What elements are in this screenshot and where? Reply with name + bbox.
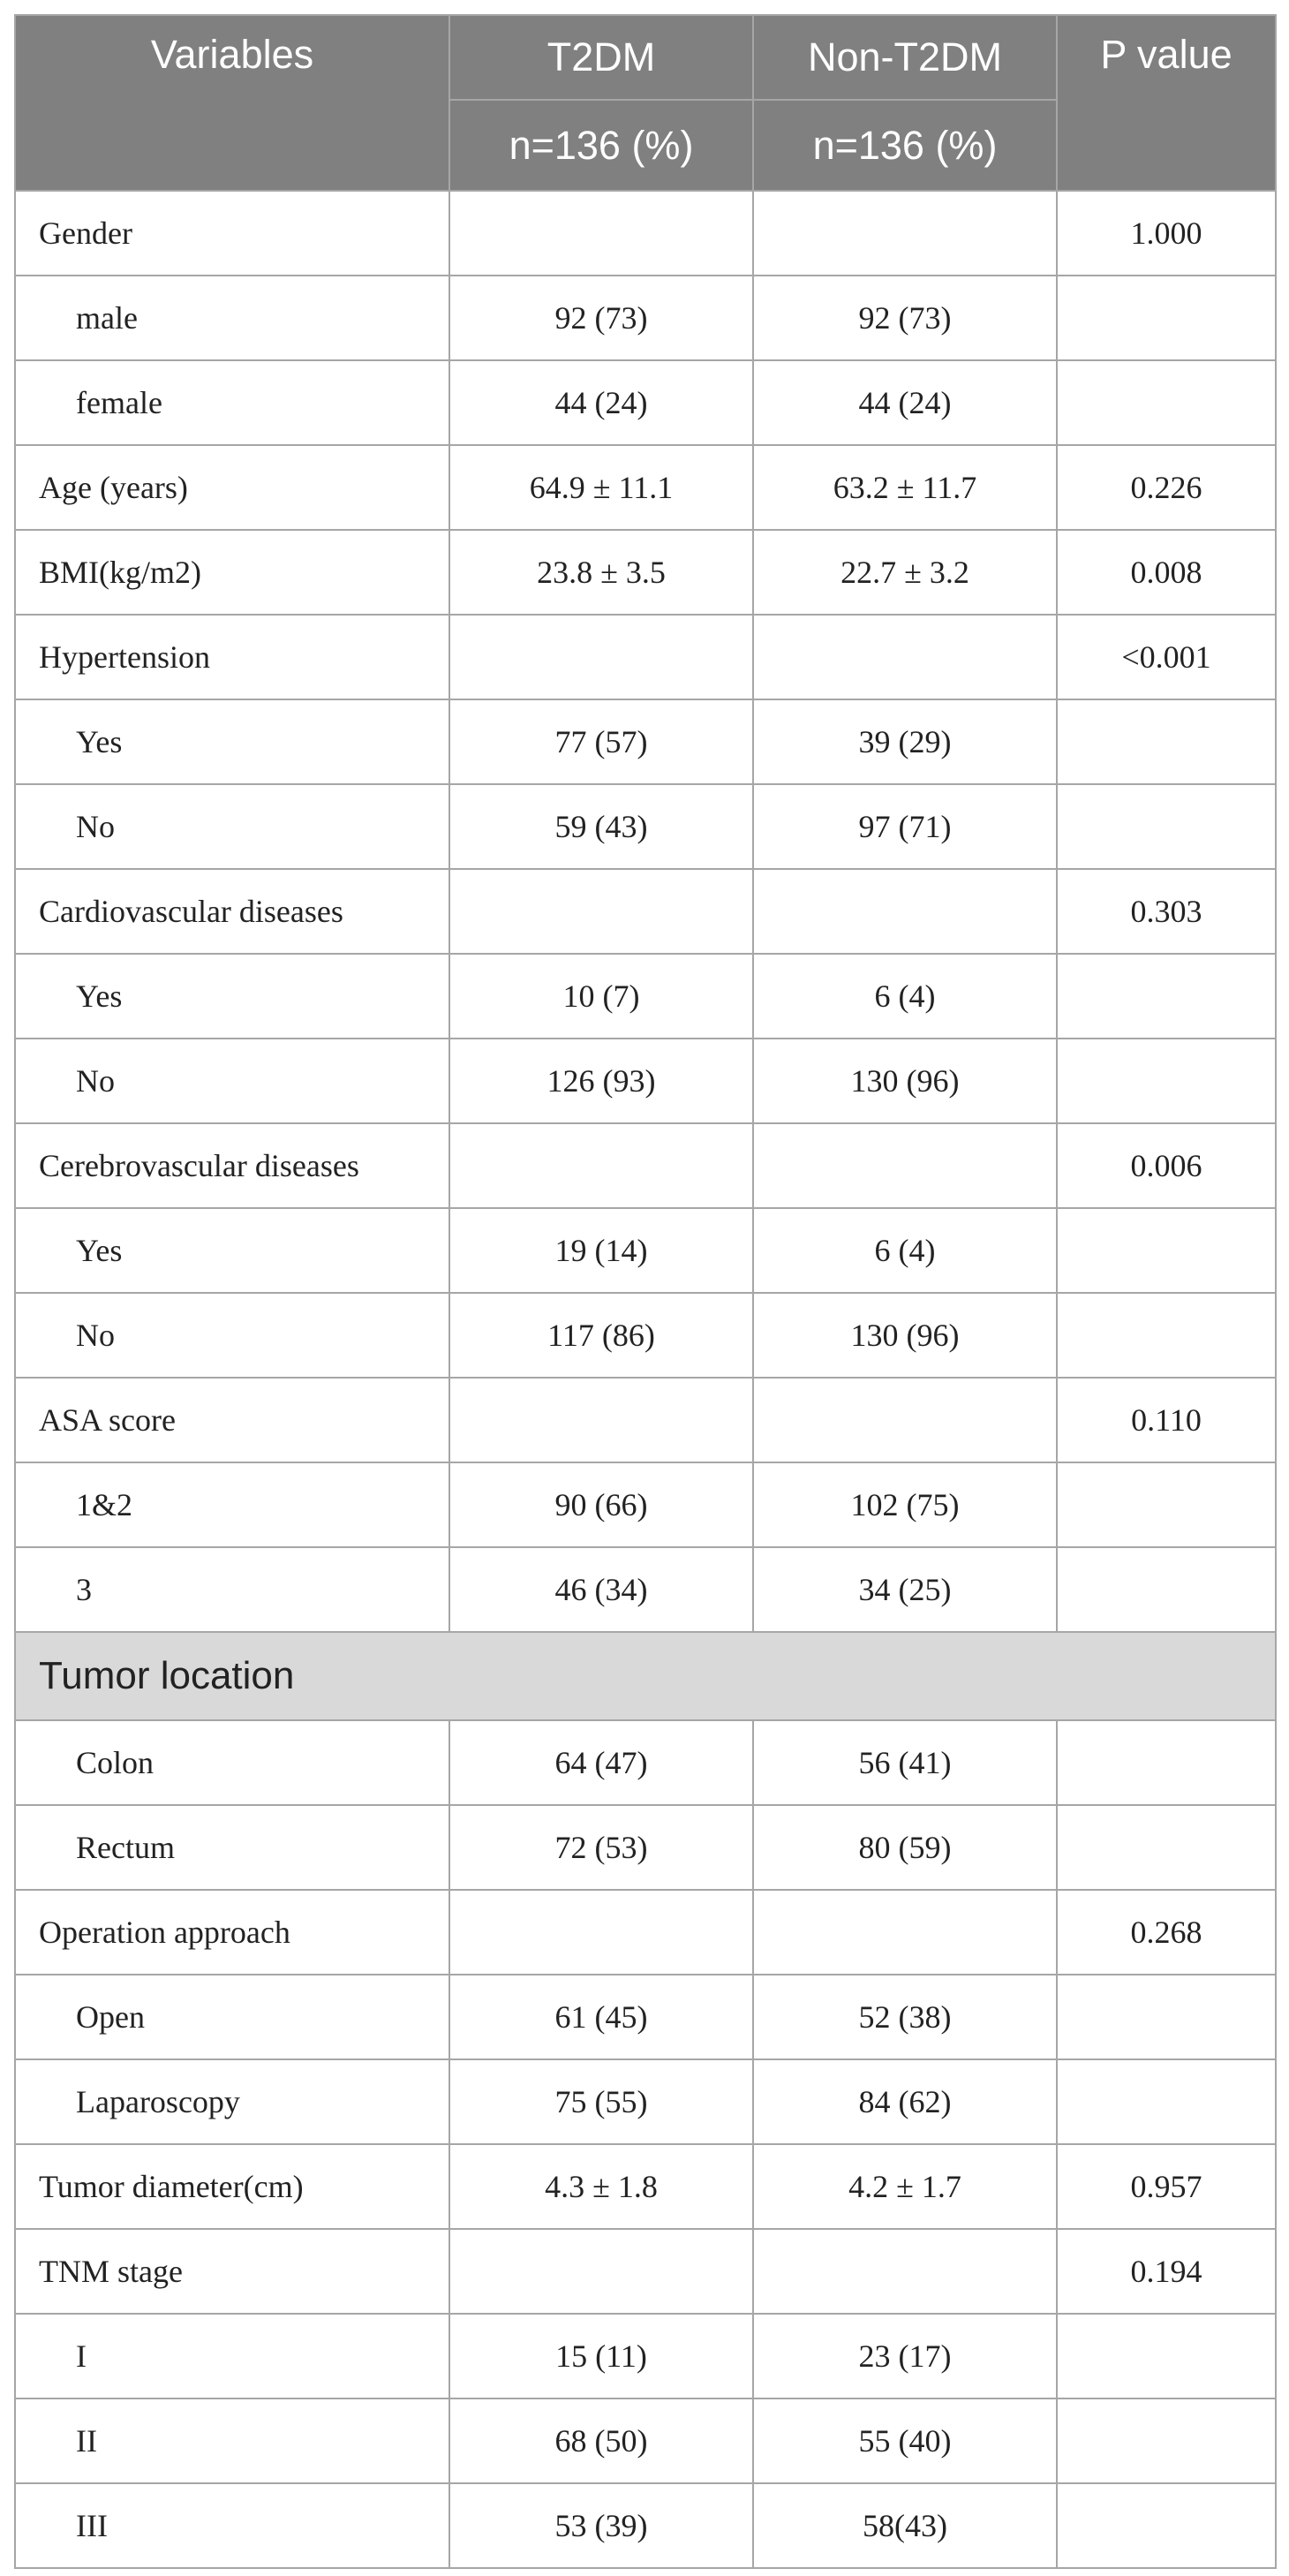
t2dm-value: 61 (45) [449,1975,753,2059]
row-label: female [15,360,449,445]
t2dm-value [449,1890,753,1975]
p-value [1057,1975,1276,2059]
non-t2dm-value [753,869,1057,954]
section-row-tumor-location [15,1632,1276,1720]
t2dm-value [449,615,753,699]
t2dm-value: 15 (11) [449,2314,753,2398]
p-value [1057,1805,1276,1890]
p-value: 1.000 [1057,191,1276,276]
col-subheader-t2dm-n: n=136 (%) [449,100,753,191]
row-label: No [15,1293,449,1378]
t2dm-value: 77 (57) [449,699,753,784]
col-header-p-value: P value [1057,15,1276,191]
table-row [15,1890,1276,1975]
non-t2dm-value: 97 (71) [753,784,1057,869]
p-value [1057,1462,1276,1547]
t2dm-value: 92 (73) [449,276,753,360]
table-row [15,1123,1276,1208]
table-row [15,2398,1276,2483]
non-t2dm-value [753,2229,1057,2314]
non-t2dm-value: 23 (17) [753,2314,1057,2398]
col-header-t2dm: T2DM [449,15,753,100]
table-row [15,445,1276,530]
p-value: 0.268 [1057,1890,1276,1975]
col-subheader-non-t2dm-n: n=136 (%) [753,100,1057,191]
non-t2dm-value [753,1378,1057,1462]
row-label: male [15,276,449,360]
p-value [1057,1720,1276,1805]
row-label: Operation approach [15,1890,449,1975]
row-label: Cerebrovascular diseases [15,1123,449,1208]
table-row [15,1293,1276,1378]
p-value: <0.001 [1057,615,1276,699]
non-t2dm-value [753,191,1057,276]
row-label: I [15,2314,449,2398]
t2dm-value [449,1123,753,1208]
table-row [15,954,1276,1039]
row-label: II [15,2398,449,2483]
col-header-non-t2dm: Non-T2DM [753,15,1057,100]
t2dm-value [449,191,753,276]
t2dm-value: 64 (47) [449,1720,753,1805]
row-label: 1&2 [15,1462,449,1547]
p-value [1057,1293,1276,1378]
p-value [1057,276,1276,360]
table-row [15,869,1276,954]
p-value [1057,784,1276,869]
p-value [1057,1547,1276,1632]
t2dm-value: 90 (66) [449,1462,753,1547]
t2dm-value: 23.8 ± 3.5 [449,530,753,615]
row-label: Gender [15,191,449,276]
t2dm-value: 68 (50) [449,2398,753,2483]
p-value: 0.008 [1057,530,1276,615]
t2dm-value: 4.3 ± 1.8 [449,2144,753,2229]
non-t2dm-value [753,1123,1057,1208]
table-row [15,2483,1276,2568]
table-row [15,1039,1276,1123]
t2dm-value: 53 (39) [449,2483,753,2568]
row-label: Tumor diameter(cm) [15,2144,449,2229]
table-row [15,276,1276,360]
t2dm-value [449,1378,753,1462]
non-t2dm-value: 4.2 ± 1.7 [753,2144,1057,2229]
table-body [15,191,1276,2568]
table-row [15,1378,1276,1462]
table-header [15,15,1276,191]
table-row [15,2314,1276,2398]
t2dm-value: 44 (24) [449,360,753,445]
table-row [15,1805,1276,1890]
non-t2dm-value: 92 (73) [753,276,1057,360]
table-row [15,2059,1276,2144]
p-value [1057,2398,1276,2483]
t2dm-value: 10 (7) [449,954,753,1039]
t2dm-value: 64.9 ± 11.1 [449,445,753,530]
row-label: BMI(kg/m2) [15,530,449,615]
non-t2dm-value: 52 (38) [753,1975,1057,2059]
non-t2dm-value: 55 (40) [753,2398,1057,2483]
t2dm-value: 126 (93) [449,1039,753,1123]
non-t2dm-value: 130 (96) [753,1293,1057,1378]
non-t2dm-value [753,1890,1057,1975]
p-value [1057,2483,1276,2568]
non-t2dm-value: 6 (4) [753,954,1057,1039]
non-t2dm-value: 22.7 ± 3.2 [753,530,1057,615]
characteristics-table [14,14,1277,2569]
table-row [15,1720,1276,1805]
table-row [15,1208,1276,1293]
t2dm-value [449,869,753,954]
p-value [1057,2314,1276,2398]
row-label: Yes [15,699,449,784]
p-value [1057,1039,1276,1123]
t2dm-value: 59 (43) [449,784,753,869]
row-label: ASA score [15,1378,449,1462]
non-t2dm-value: 6 (4) [753,1208,1057,1293]
row-label: No [15,784,449,869]
row-label: Yes [15,954,449,1039]
table-row [15,1975,1276,2059]
non-t2dm-value: 63.2 ± 11.7 [753,445,1057,530]
table-row [15,191,1276,276]
t2dm-value: 19 (14) [449,1208,753,1293]
t2dm-value: 117 (86) [449,1293,753,1378]
row-label: Age (years) [15,445,449,530]
p-value [1057,2059,1276,2144]
non-t2dm-value: 102 (75) [753,1462,1057,1547]
non-t2dm-value: 56 (41) [753,1720,1057,1805]
p-value: 0.006 [1057,1123,1276,1208]
p-value: 0.110 [1057,1378,1276,1462]
table-row [15,360,1276,445]
section-label: Tumor location [15,1632,1276,1720]
non-t2dm-value: 130 (96) [753,1039,1057,1123]
non-t2dm-value [753,615,1057,699]
non-t2dm-value: 44 (24) [753,360,1057,445]
t2dm-value: 46 (34) [449,1547,753,1632]
table-row [15,2229,1276,2314]
table-row [15,699,1276,784]
t2dm-value [449,2229,753,2314]
non-t2dm-value: 39 (29) [753,699,1057,784]
non-t2dm-value: 84 (62) [753,2059,1057,2144]
p-value: 0.303 [1057,869,1276,954]
p-value: 0.957 [1057,2144,1276,2229]
row-label: III [15,2483,449,2568]
col-header-variables: Variables [15,15,449,191]
table-row [15,615,1276,699]
non-t2dm-value: 34 (25) [753,1547,1057,1632]
p-value [1057,954,1276,1039]
p-value: 0.194 [1057,2229,1276,2314]
non-t2dm-value: 58(43) [753,2483,1057,2568]
row-label: 3 [15,1547,449,1632]
p-value [1057,699,1276,784]
table-row [15,784,1276,869]
row-label: Yes [15,1208,449,1293]
row-label: Hypertension [15,615,449,699]
table-row [15,530,1276,615]
row-label: No [15,1039,449,1123]
row-label: Rectum [15,1805,449,1890]
non-t2dm-value: 80 (59) [753,1805,1057,1890]
p-value [1057,1208,1276,1293]
row-label: Laparoscopy [15,2059,449,2144]
t2dm-value: 72 (53) [449,1805,753,1890]
table-row [15,1462,1276,1547]
row-label: Colon [15,1720,449,1805]
p-value: 0.226 [1057,445,1276,530]
row-label: Cardiovascular diseases [15,869,449,954]
row-label: TNM stage [15,2229,449,2314]
table-row [15,2144,1276,2229]
row-label: Open [15,1975,449,2059]
t2dm-value: 75 (55) [449,2059,753,2144]
table-row [15,1547,1276,1632]
p-value [1057,360,1276,445]
